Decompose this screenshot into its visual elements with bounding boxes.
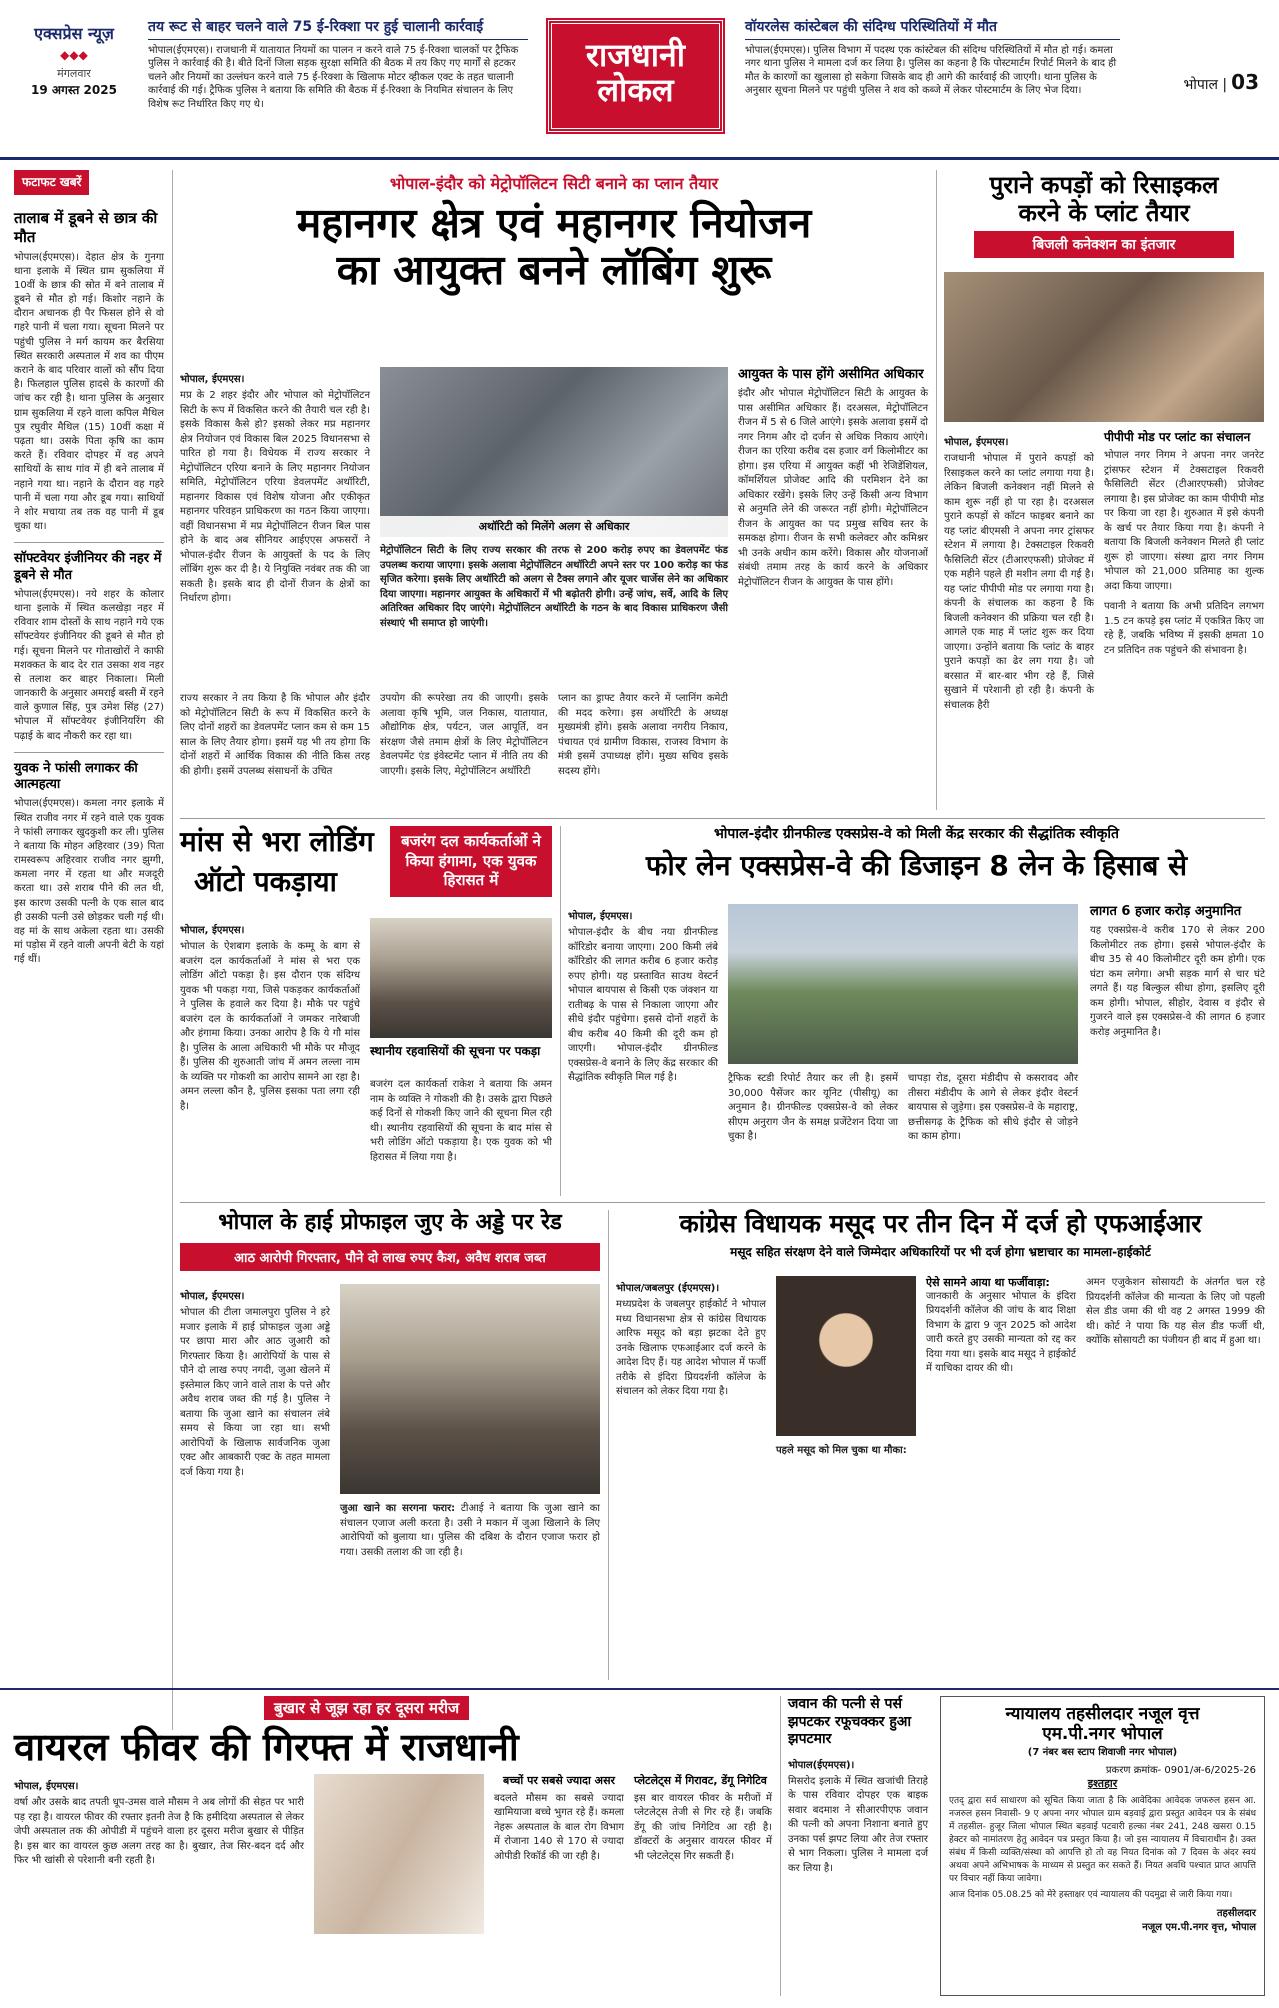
expressway-side-text: यह एक्सप्रेस-वे करीब 170 से लेकर 200 किलोमीटर तक होगा। इससे भोपाल-इंदौर के बीच 35 से 40 किलोमीटर दूरी कम होगी। एक घंटा कम लगेगा। अभी सड़क मार्ग से चार घंटे लगते हैं। यह बिल्कुल सीधा होगा, इसलिए दूरी कम होगी। भोपाल, सीहोर, देवास व इंदौर से गुजरने वाले इस एक्सप्रेस-वे की लागत 6 हजार करोड़ अनुमानित है। — [1090, 925, 1265, 1038]
masthead — [0, 0, 1279, 160]
mla-subhead: मसूद सहित संरक्षण देने वाले जिम्मेदार अधिकारियों पर भी दर्ज होगा भ्रष्टाचार का मामला-हाईकोर्ट — [730, 1244, 1151, 1259]
meat-photo-caption: स्थानीय रहवासियों की सूचना पर पकड़ा — [370, 1044, 541, 1058]
divider — [14, 752, 164, 753]
fever-headline: वायरल फीवर की गिरफ्त में राजधानी — [14, 1725, 519, 1769]
column-divider — [780, 1696, 781, 1996]
brief-item — [14, 761, 164, 968]
brief-item — [14, 209, 164, 534]
gambling-mid-text: टीआई ने बताया कि जुआ खाने का संचालन एजाज अली करता है। उसी ने मकान में जुआ खिलाने के लिए आरोपियों को बुलाया था। पुलिस की दबिश के दौरान एजाज फरार हो गया। उसकी तलाश की जा रही है। — [340, 1503, 600, 1558]
meat-byline: भोपाल, ईएमएस। — [180, 925, 245, 936]
gambling-headline: भोपाल के हाई प्रोफाइल जुए के अड्डे पर रेड — [218, 1210, 562, 1235]
meat-body: भोपाल के ऐशबाग इलाके के कम्मू के बाग से बजरंग दल कार्यकर्ताओं ने मांस से भरा एक लोडिंग ऑटो पकड़ा है। इस दौरान एक संदिग्ध युवक भी पकड़ा गया, जिसे पकड़कर कार्यकर्ताओं ने पुलिस के हवाले कर दिया है। मौके पर पहुंचे बजरंग दल के कार्यकर्ताओं ने जमकर नारेबाजी और हंगामा किया। उनका आरोप है कि ये गौ मांस है। पुलिस के आला अधिकारी भी मौके पर मौजूद हैं। पुलिस की शुरुआती जांच में अमन लल्ला नाम के व्यक्ति पर गोकशी का आरोप सामने आ रहा है। अमन लल्ला कौन है, पुलिस इसका पता लगा रही है। — [180, 941, 360, 1112]
gambling-mid-subhead: जुआ खाने का सरगना फरार: — [340, 1503, 456, 1514]
metro-col-1 — [180, 367, 370, 607]
highway-photo — [728, 904, 1078, 1064]
issue-date: 19 अगस्त 2025 — [31, 83, 117, 97]
metro-kicker: भोपाल-इंदौर को मेट्रोपॉलिटन सिटी बनाने का प्लान तैयार — [389, 174, 719, 193]
snatching-headline: जवान की पत्नी से पर्स झपटकर रफूचक्कर हुआ झपटमार — [788, 1696, 912, 1747]
notice-label: इश्तहार — [1087, 1777, 1118, 1791]
expressway-side-subhead: लागत 6 हजार करोड़ अनुमानित — [1090, 904, 1242, 919]
notice-subtitle: एम.पी.नगर भोपाल — [1042, 1723, 1163, 1744]
section-logo-line2: लोकल — [597, 71, 674, 110]
recycle-headline-2: करने के प्लांट तैयार — [1018, 198, 1190, 227]
section-divider — [180, 1202, 1265, 1203]
snatching-byline: भोपाल(ईएमएस)। — [788, 1759, 855, 1771]
expressway-story — [568, 826, 1265, 1196]
fever-story — [14, 1696, 772, 1996]
brand-ornament-icon: ◆◆◆ — [60, 48, 88, 62]
brand-block — [18, 22, 130, 98]
metro-city-photo — [380, 367, 728, 537]
notice-body: एतद् द्वारा सर्व साधारण को सूचित किया जाता है कि आवेदिका आवेदक जफरुल हसन आ. नजरुल हसन निवासी- 9 ए अपना नगर भोपाल ग्राम बड़वाई द्वारा प्रस्तुत आवेदन पत्र के संबंध में तहसील- हुजूर जिला भोपाल स्थित बड़वाई पटवारी हल्का नंबर 241, 248 खसरा 0.15 हेक्टर को नामांतरण हेतु आवेदन पत्र प्रस्तुत किया है। जो इस न्यायालय में विचाराधीन है। उक्त संबंध में किसी व्यक्ति/संस्था को आपत्ति हो तो वह नियत दिनांक को 7 दिवस के अंदर स्वयं अथवा अपने अभिभाषक के माध्यम से प्रस्तुत कर सकते हैं। नियत अवधि पश्चात प्राप्त आपत्ति पर विचार नहीं किया जावेगा। — [949, 1796, 1256, 1885]
fever-box-subhead: बच्चों पर सबसे ज्यादा असर — [502, 1774, 616, 1787]
gambling-col-1 — [180, 1284, 330, 1480]
metro-byline: भोपाल, ईएमएस। — [180, 374, 245, 385]
mla-col-1 — [616, 1276, 766, 1400]
fever-platelet-text: इस बार वायरल फीवर के मरीजों में प्लेटलेट्स तेजी से गिर रहे हैं। जबकि डेंगू की जांच निगेटिव आ रही है। डॉक्टरों के अनुसार वायरल फीवर में भी प्लेटलेट्स गिर सकती हैं। — [634, 1792, 772, 1862]
metro-headline-2: का आयुक्त बनने लॉबिंग शुरू — [336, 246, 772, 295]
mla-col-2-subhead: ऐसे सामने आया था फर्जीवाड़ा: — [926, 1276, 1050, 1289]
briefs-tag: फटाफट खबरें — [14, 170, 89, 195]
divider — [14, 542, 164, 543]
protest-crowd-photo — [370, 918, 552, 1038]
fever-children-box — [494, 1774, 624, 1864]
top-left-story-body: भोपाल(ईएमएस)। राजधानी में यातायात नियमों का पालन न करने वाले 75 ई-रिक्शा चालकों पर ट्रैफिक पुलिस ने कार्रवाई की है। बीते दिनों जिला सड़क सुरक्षा समिति की बैठक में तय किए गए मार्गों से हटकर चलने और नियमों का उल्लंघन करने वाले 75 ई-रिक्शा के खिलाफ मोटर व्हीकल एक्ट के तहत चालानी कार्रवाई की गई। ट्रैफिक पुलिस ने बताया कि समिति की बैठक में ई-रिक्शा के नियमित संचालन के लिए विशेष रूट निर्धारित किए गए थे। — [148, 44, 519, 110]
metro-headline-1: महानगर क्षेत्र एवं महानगर नियोजन — [296, 199, 812, 247]
metro-side-text: इंदौर और भोपाल मेट्रोपॉलिटन सिटी के आयुक्त के पास असीमित अधिकार हैं। दरअसल, मेट्रोपॉलिटन रीजन में 5 से 6 जिले आएंगे। इसके अलावा इसमें दो नगर निगम और दो दर्जन से अधिक निकाय आएंगे। रीजन का एरिया करीब दस हजार वर्ग किलोमीटर का होगा। इस एरिया में आयुक्त कहीं भी रेजिडेंशियल, कॉमर्शियल प्रोजेक्ट आदि की परमिशन देने का अधिकार रखेंगे। इसके लिए उन्हें किसी अन्य विभाग से अनुमति लेने की जरूरत नहीं होगी। मेट्रोपॉलिटन रीजन के आयुक्त का पद प्रमुख सचिव स्तर के समकक्ष होगा। रीजन के सभी कलेक्टर और कमिश्नर भी उनके अधीन काम करेंगे। विकास और योजनाओं संबंधी तमाम तरह के कार्य करने के अधिकार मेट्रोपॉलिटन रीजन के आयुक्त के पास होंगे। — [738, 388, 928, 588]
notice-sign-title: तहसीलदार — [1216, 1908, 1256, 1920]
mla-col-1-text: मध्यप्रदेश के जबलपुर हाईकोर्ट ने भोपाल मध्य विधानसभा क्षेत्र से कांग्रेस विधायक आरिफ मसूद को बड़ा झटका देते हुए उनके खिलाफ एफआईआर दर्ज करने के आदेश दिए हैं। यह आदेश भोपाल में फर्जी तरीके से इंदिरा प्रियदर्शनी कॉलेज के संचालन को लेकर दिया गया है। — [616, 1299, 766, 1397]
expressway-col-3-text: चापड़ा रोड, दूसरा मंडीदीप से कसरावद और तीसरा मंडीदीप के आगे से लेकर इंदौर वेस्टर्न बायपास से जुड़ेगा। इस एक्सप्रेस-वे के महाराष्ट्र, छत्तीसगढ़ के ट्रैफिक को सीधे इंदौर से जोड़ने का काम होगा। — [908, 1073, 1078, 1142]
recycle-col-1-text: राजधानी भोपाल में पुराने कपड़ों को रिसाइकल करने का प्लांट लगाया गया है। लेकिन बिजली कनेक्शन नहीं मिलने से काम शुरू नहीं हो पा रहा है। दरअसल पुराने कपड़ों से कॉटन फाइबर बनाने का यह प्लांट बीएमसी ने अपना नगर ट्रांसफर स्टेशन में लगाया है। टेक्सटाइल रिकवरी फैसिलिटी सेंटर (टीआरएफसी) प्रोजेक्ट में एक महीने पहले ही मशीन लगा दी गई है। यह प्लांट पीपीपी मोड पर लगाया गया है। कंपनी के संचालक का कहना है कि बिजली कनेक्शन की प्रक्रिया चल रही है। आगले एक माह में प्लांट शुरू कर दिया जाएगा। उन्होंने बताया कि प्लांट के बाहर पुराने कपड़ों का ढेर लग गया है। जो बरसात में बार-बार भीग रहे हैं, जिसे सुखाने में परेशानी हो रही है। कंपनी के संचालक हैरी — [944, 453, 1094, 711]
gambling-story — [180, 1210, 600, 1680]
meat-headline-1: मांस से भरा लोडिंग — [180, 825, 374, 858]
notice-date-line: आज दिनांक 05.08.25 को मेरे हस्ताक्षर एवं न्यायालय की पदमुद्रा से जारी किया गया। — [949, 1890, 1233, 1901]
recycle-headline-1: पुराने कपड़ों को रिसाइकल — [989, 171, 1219, 199]
recycle-side-text: भोपाल नगर निगम ने अपना नगर जनरेट ट्रांसफर स्टेशन में टेक्सटाइल रिकवरी फैसिलिटी सेंटर (टीआरएफसी) प्रोजेक्ट लगाया है। इस प्रोजेक्ट का काम पीपीपी मोड पर किया जा रहा है। शुरुआत में इसे कंपनी के खर्च पर तैयार किया गया है। कंपनी ने बताया कि बिजली कनेक्शन मिलते ही प्लांट शुरू हो जाएगा। संस्था द्वारा नगर निगम भोपाल को 21,000 प्रतिमाह का शुल्क अदा किया जाएगा। — [1104, 450, 1264, 592]
mla-portrait-photo — [776, 1276, 916, 1436]
gambling-mid-block — [340, 1502, 600, 1560]
metro-side-subhead: आयुक्त के पास होंगे असीमित अधिकार — [738, 367, 924, 382]
section-divider — [180, 818, 1265, 819]
metro-photo-caption: अथॉरिटी को मिलेंगे अलग से अधिकार — [380, 516, 728, 537]
fever-body: वर्षा और उसके बाद तपती धूप-उमस वाले मौसम ने अब लोगों की सेहत पर भारी पड़ रहा है। वायरल फीवर की रफ्तार इतनी तेज है कि हमीदिया अस्पताल से लेकर जेपी अस्पताल तक की ओपीडी में पहुंचने वाला हर दूसरा मरीज बुखार से पीड़ित है। इस बार का वायरल कुछ अलग तरह का है। बुखार, तेज सिर-बदन दर्द और फिर भी खांसी से परेशानी बनी रहती है। — [14, 1797, 304, 1866]
section-logo — [548, 20, 723, 132]
brief-body: भोपाल(ईएमएस)। नये शहर के कोलार थाना इलाके में स्थित कलखेड़ा नहर में रविवार शाम दोस्तों के साथ नहाने गये एक सॉफ्टवेयर इंजीनियर की डूबने से मौत हो गई। सूचना मिलने पर गोताखोरों ने काफी मशक्कत के बाद देर रात उसका शव नहर से तलाश कर बाहर निकाला। मिली जानकारी के अनुसार अमराई बस्ती में रहने वाले कुणाल सिंह, पुत्र उमेश सिंह (27) भोपाल में सॉफ्टवेयर इंजीनियरिंग की पढ़ाई के बाद नौकरी कर रहा था। — [14, 588, 164, 742]
expressway-col-1-text: भोपाल-इंदौर के बीच नया ग्रीनफील्ड कॉरिडोर बनाया जाएगा। 200 किमी लंबे कॉरिडोर की लागत करीब 6 हजार करोड़ रुपए होगी। यह प्रस्तावित साउथ वेस्टर्न भोपाल बायपास से किसी एक जंक्शन या रातीबढ़ के पास से निकाला जाएगा और सीधे इंदौर पहुंचेगा। इससे दोनों शहरों के बीच करीब 40 किमी की दूरी कम हो जाएगी। भोपाल-इंदौर ग्रीनफील्ड एक्सप्रेस-वे बनाने के लिए केंद्र सरकार की सैद्धांतिक स्वीकृति मिल गई है। — [568, 927, 718, 1083]
top-right-story-body: भोपाल(ईएमएस)। पुलिस विभाग में पदस्थ एक कांस्टेबल की संदिग्ध परिस्थितियों में मौत हो गई। कमला नगर थाना पुलिस ने मामला दर्ज कर लिया है। पुलिस का कहना है कि पोस्टमार्टम रिपोर्ट मिलने के बाद ही मौत के कारणों का खुलासा हो सकेगा जिसके बाद ही आगे की कार्रवाई की जाएगी। थाना पुलिस के अनुसार सूचना मिलने पर पहुंची पुलिस ने शव को कब्जे में लेकर पोस्टमार्टम के लिए भेज दिया। — [745, 44, 1117, 97]
thermometer-patient-photo — [314, 1774, 484, 1934]
mla-headline: कांग्रेस विधायक मसूद पर तीन दिन में दर्ज हो एफआईआर — [679, 1209, 1202, 1238]
notice-sign-office: नजूल एम.पी.नगर वृत्त, भोपाल — [1142, 1922, 1256, 1934]
recycle-sidebar — [1104, 430, 1264, 658]
brief-item — [14, 551, 164, 744]
section-logo-line1: राजधानी — [585, 36, 686, 74]
brief-title: तालाब में डूबने से छात्र की मौत — [14, 209, 158, 246]
column-divider — [936, 170, 937, 810]
metro-col-1-text: मप्र के 2 शहर इंदौर और भोपाल को मेट्रोपॉलिटन सिटी के रूप में विकसित करने की तैयारी चल रही है। इसके विकास कैसे हो? इसको लेकर मप्र महानगर क्षेत्र नियोजन एवं विकास बिल 2025 विधानसभा से पारित हो गया है। विधेयक में राज्य सरकार ने मेट्रोपॉलिटन एरिया बनाने के लिए महानगर नियोजन समिति, मेट्रोपॉलिटन एरिया डेवलपमेंट अथॉरिटी, महानगर विकास एवं विशेष योजना और एकीकृत महानगर परिवहन प्राधिकरण का गठन किया जाएगा। वहीं विधानसभा में मप्र मेट्रोपॉलिटन रीजन बिल पास होने के बाद अब सीनियर आईएएस अफसरों ने भोपाल-इंदौर रीजन के आयुक्तों के पद के लिए लॉबिंग शुरू कर दी है। ये नियुक्ति नवंबर तक की जा सकती है। इसके बाद ही दोनों रीजन के क्षेत्रों का निर्धारण होगा। — [180, 390, 370, 604]
fever-col-1 — [14, 1774, 304, 1869]
page-marker: भोपाल | 03 — [1183, 70, 1259, 94]
metro-story — [180, 172, 928, 812]
brand-name: एक्सप्रेस न्यूज़ — [34, 24, 114, 43]
expressway-byline: भोपाल, ईएमएस। — [568, 911, 633, 922]
recycle-byline: भोपाल, ईएमएस। — [944, 437, 1009, 448]
section-divider — [0, 1688, 1279, 1690]
expressway-col-2-text: ट्रैफिक स्टडी रिपोर्ट तैयार कर ली है। इसमें 30,000 पैसेंजर कार यूनिट (पीसीयू) का अनुमान है। ग्रीनफील्ड एक्सप्रेस-वे को लेकर सीएम अनुराग जैन के समक्ष प्रजेंटेशन दिया जा चुका है। — [728, 1073, 898, 1142]
recycle-side-subhead: पीपीपी मोड पर प्लांट का संचालन — [1104, 430, 1251, 444]
brief-title: सॉफ्टवेयर इंजीनियर की नहर में डूबने से मौत — [14, 551, 162, 583]
expressway-headline: फोर लेन एक्सप्रेस-वे की डिजाइन 8 लेन के हिसाब से — [645, 848, 1188, 882]
briefs-column — [14, 170, 164, 1730]
meat-badge: बजरंग दल कार्यकर्ताओं ने किया हंगामा, एक युवक हिरासत में — [390, 826, 552, 897]
metro-col-3-text: उपयोग की रूपरेखा तय की जाएगी। इसके अलावा कृषि भूमि, जल निकास, यातायात, औद्योगिक क्षेत्र, पर्यटन, जल आपूर्ति, वन संरक्षण जैसे तमाम क्षेत्रों के लिए मेट्रोपॉलिटन डेवलपमेंट एंड इंवेस्टमेंट प्लान में नीति तय की जाएगी। इसके लिए, मेट्रोपॉलिटन अथॉरिटी — [380, 693, 548, 777]
notice-title: न्यायालय तहसीलदार नजूल वृत्त — [1005, 1704, 1200, 1724]
snatching-story — [788, 1696, 928, 1996]
mla-col-3-text: अमन एजुकेशन सोसायटी के अंतर्गत चल रहे प्रियदर्शनी कॉलेज की मान्यता के लिए जो पहली सेल डीड जमा की थी वह 2 अगस्त 1999 की थी। कोर्ट ने पाया कि यह सेल डीड फर्जी थी, क्योंकि सोसायटी का पंजीयन ही बाद में हुआ था। — [1086, 1277, 1265, 1346]
top-right-story — [745, 18, 1120, 98]
snatching-body: मिसरोद इलाके में स्थित खजांची तिराहे के पास रविवार दोपहर एक बाइक सवार बदमाश ने सीआरपीएफ जवान की पत्नी को अपना निशाना बनाते हुए उनका पर्स झपट लिया और तेज रफ्तार से भाग निकला। पुलिस ने मामला दर्ज कर लिया है। — [788, 1775, 928, 1874]
recycle-tail-text: पवानी ने बताया कि अभी प्रतिदिन लगभग 1.5 टन कपड़े इस प्लांट में एकत्रित किए जा रहे हैं, जबकि भविष्य में इसकी क्षमता 10 टन प्रतिदिन तक पहुंचने की संभावना है। — [1104, 601, 1264, 656]
column-divider — [560, 826, 561, 1196]
fever-platelet-subhead: प्लेटलेट्स में गिरावट, डेंगू निगेटिव — [634, 1774, 767, 1787]
metro-col-4-text: प्लान का ड्राफ्ट तैयार करने में प्लानिंग कमेटी की मदद करेगा। इस अथॉरिटी के अध्यक्ष मुख्यमंत्री होंगे। इसके अलावा नगरीय निकाय, पंचायत एवं ग्रामीण विकास, राजस्व विभाग के मंत्री इसमें उपाध्यक्ष होंगे। मुख्य सचिव इसके सदस्य होंगे। — [558, 693, 728, 777]
top-left-story — [148, 18, 528, 111]
mla-byline: भोपाल/जबलपुर (ईएमएस)। — [616, 1283, 720, 1294]
column-divider — [172, 170, 173, 1730]
brief-title: युवक ने फांसी लगाकर की आत्महत्या — [14, 760, 138, 793]
mla-col-2 — [926, 1276, 1076, 1377]
brief-body: भोपाल(ईएमएस)। कमला नगर इलाके में स्थित राजीव नगर में रहने वाले एक युवक ने फांसी लगाकर खुदकुशी कर ली। पुलिस ने बताया कि मोहन अहिरवार (39) पिता रामस्वरूप अहिरवार राजीव नगर झुग्गी, कमला नगर में रहता था और मजदूरी करता था। उसे शराब पीने की लत थी, इस कारण उसकी पत्नी के एक साल बाद ही उसकी पत्नी उसे छोड़कर चली गई थी। वह मां के साथ अकेला रहता था। उसकी मां पड़ोस में रहने वाली अपनी बेटी के यहां गई थीं। — [14, 798, 164, 966]
fever-box-text: बदलते मौसम का सबसे ज्यादा खामियाजा बच्चे भुगत रहे हैं। कमला नेहरू अस्पताल के बाल रोग विभाग में रोजाना 140 से 170 से ज्यादा ओपीडी रिकॉर्ड की जा रही है। — [494, 1792, 624, 1862]
metro-col-2-text: राज्य सरकार ने तय किया है कि भोपाल और इंदौर को मेट्रोपॉलिटन सिटी के रूप में विकसित करने के लिए दोनों शहरों का डेवलपमेंट प्लान कम से कम 15 साल के लिए तैयार होगा। इसमें यह भी तय होगा कि दोनों शहरों में आर्थिक विकास की नीति किस तरह की होगी। इसमें उपलब्ध संसाधनों के उचित — [180, 693, 370, 777]
arrested-accused-photo — [340, 1284, 600, 1494]
gambling-byline: भोपाल, ईएमएस। — [180, 1291, 245, 1302]
page-city: भोपाल — [1183, 77, 1218, 93]
expressway-sidebar — [1090, 904, 1265, 1040]
metro-sidebar — [738, 367, 928, 590]
page-number: 03 — [1231, 70, 1259, 94]
metro-authority-text: मेट्रोपॉलिटन सिटी के लिए राज्य सरकार की तरफ से 200 करोड़ रुपए का डेवलपमेंट फंड उपलब्ध कराया जाएगा। इसके अलावा मेट्रोपॉलिटन अथॉरिटी अपने स्तर पर 100 करोड़ का फंड सृजित करेगा। इसके लिए अथॉरिटी को अलग से टैक्स लगाने और यूजर चार्जेस लेने का अधिकार दिया जाएगा। महानगर आयुक्त के अधिकारों में भी बढ़ोतरी होगी। उन्हें जांच, सर्वे, आदि के लिए अतिरिक्त अधिकार दिए जाएंगे। मेट्रोपॉलिटन अथॉरिटी के गठन के बाद विकास प्राधिकरण जैसी संस्थाएं भी समाप्त हो जाएंगी। — [380, 545, 728, 629]
gambling-body: भोपाल की टीला जमालपुरा पुलिस ने हरे मजार इलाके में हाई प्रोफाइल जुआ अड्डे पर छापा मारा और आठ जुआरी को गिरफ्तार किया है। आरोपियों के पास से पौने दो लाख रुपए नगदी, जुआ खेलने में इस्तेमाल किए जाने वाले ताश के पत्ते और अवैध शराब जब्त की गई है। पुलिस ने बताया कि जुआ खाने का संचालन लंबे समय से किया जा रहा था। सभी आरोपियों के खिलाफ सार्वजनिक जुआ एक्ट और आबकारी एक्ट के तहत मामला दर्ज किया गया है। — [180, 1307, 330, 1478]
brief-body: भोपाल(ईएमएस)। देहात क्षेत्र के गुनगा थाना इलाके में स्थित ग्राम सुकलिया में 10वीं के छात्र की स्रोत में बने तालाब में डूबने से मौत हो गई। किशोर नहाने के दौरान अचानक ही पैर फिसल होने से वो गहरे पानी में चला गया। सूचना मिलने पर पहुंची पुलिस ने मर्ग कायम कर बैरसिया स्थित सरकारी अस्पताल में शव का पीएम कराने के बाद परिवार वालों को सौंप दिया है। फिलहाल पुलिस हादसे के कारणों की जांच कर रही है। थाना पुलिस के अनुसार ग्राम सुकलिया में रहने वाला कपिल मैथिल पुत्र रघुवीर मैथिल (15) 10वीं कक्षा में पढ़ता था। उसके पिता कृषि का काम करते हैं। रविवार दोपहर में वह अपने साथियों के साथ गांव में ही बने तालाब में नहाने गया था। नहाने के दौरान वह गहरे पानी में चला गया और डूब गया। साथियों ने शोर मचाया तब तक वह पानी में डूब चुका था। — [14, 251, 164, 533]
gambling-subbar: आठ आरोपी गिरफ्तार, पौने दो लाख रुपए कैश, अवैध शराब जब्त — [180, 1243, 600, 1271]
recycle-story — [944, 172, 1264, 812]
mla-photo-caption: पहले मसूद को मिल चुका था मौका: — [776, 1445, 907, 1456]
issue-day: मंगलवार — [57, 67, 91, 80]
column-divider — [608, 1210, 609, 1680]
clothes-pile-photo — [944, 272, 1264, 422]
expressway-col-1 — [568, 904, 718, 1086]
mla-story — [616, 1210, 1265, 1680]
top-left-story-title: तय रूट से बाहर चलने वाले 75 ई-रिक्शा पर हुई चालानी कार्रवाई — [148, 18, 528, 40]
court-notice — [940, 1696, 1265, 1996]
recycle-subbar: बिजली कनेक्शन का इंतजार — [974, 231, 1234, 258]
fever-kicker: बुखार से जूझ रहा हर दूसरा मरीज — [264, 1696, 469, 1720]
notice-address: (7 नंबर बस स्टाप शिवाजी नगर भोपाल) — [1027, 1747, 1178, 1759]
recycle-col-1 — [944, 430, 1094, 713]
meat-headline-2: ऑटो पकड़ाया — [194, 865, 337, 898]
meat-story — [180, 826, 552, 1196]
top-right-story-title: वॉयरलेस कांस्टेबल की संदिग्ध परिस्थितियों में मौत — [745, 18, 1120, 40]
mla-col-2-text: जानकारी के अनुसार भोपाल के इंदिरा प्रियदर्शनी कॉलेज की जांच के बाद शिक्षा विभाग के द्वारा 9 जून 2025 को आदेश जारी करते हुए उसकी मान्यता को रद्द कर दिया गया था। इसके बाद मसूद ने हाईकोर्ट में याचिका दायर की थी। — [926, 1290, 1077, 1375]
expressway-kicker: भोपाल-इंदौर ग्रीनफील्ड एक्सप्रेस-वे को मिली केंद्र सरकार की सैद्धांतिक स्वीकृति — [713, 826, 1120, 842]
fever-platelet-box — [634, 1774, 772, 1864]
fever-byline: भोपाल, ईएमएस। — [14, 1781, 79, 1792]
meat-col-1 — [180, 918, 360, 1114]
meat-body-2: बजरंग दल कार्यकर्ता राकेश ने बताया कि अमन नाम के व्यक्ति ने गोकशी की है। उसके द्वारा पिछले कई दिनों से गोकशी किए जाने की सूचना मिल रही थी। स्थानीय रहवासियों की सूचना के बाद मांस से भरी लोडिंग ऑटो पकड़ाया है। एक युवक को भी हिरासत में लिया गया है। — [370, 1079, 552, 1163]
metro-col-1b — [180, 692, 370, 779]
notice-case-number: प्रकरण क्रमांक- 0901/अ-6/2025-26 — [1105, 1765, 1256, 1777]
